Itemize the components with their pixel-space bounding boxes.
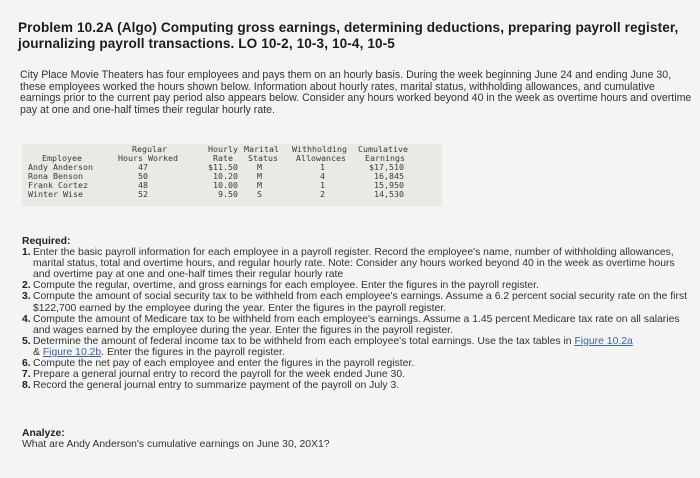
table-cell-earnings: 14,530	[374, 189, 404, 199]
table-cell-earnings: 16,845	[374, 171, 404, 181]
item-text: Compute the amount of social security tax to be withheld from each employee's earnings. Assume a 6.2 percent social security rate on the first $122,700 earned by the employee during the year. Enter the figures in the payroll register.	[33, 291, 688, 314]
col-header-earnings: Earnings	[365, 153, 405, 163]
table-cell-rate: 9.50	[218, 189, 238, 199]
table-cell-earnings: 15,950	[374, 180, 404, 190]
item-number: 4.	[22, 313, 31, 325]
col-header-rate-line1: Hourly	[208, 144, 238, 154]
item-text: Record the general journal entry to summarize payment of the payroll on July 3.	[33, 380, 400, 392]
col-header-rate: Rate	[213, 153, 233, 163]
problem-title: Problem 10.2A (Algo) Computing gross earnings, determining deductions, preparing payroll register, journalizing payroll transactions. LO 10-2, 10-3, 10-4, 10-5	[18, 20, 679, 51]
item-number: 2.	[22, 280, 31, 292]
col-header-hours-line1: Regular	[132, 144, 167, 154]
item-text: Enter the basic payroll information for each employee in a payroll register. Record the employee's name, number of withholding allowances, marital status, total and overtime hours, and regular hourly rate. Note: Consider any hours worked beyond 40 in the week as overtime hours and overtime pay at one and one-half times their regular hourly rate	[33, 247, 675, 281]
col-header-allowances-line1: Withholding	[292, 144, 347, 154]
analyze-heading: Analyze:	[22, 428, 65, 439]
table-cell-employee: Winter Wise	[28, 189, 83, 199]
item-number: 6.	[22, 358, 31, 370]
col-header-earnings-line1: Cumulative	[358, 144, 408, 154]
table-cell-hours: 47	[138, 162, 148, 172]
col-header-allowances: Allowances	[296, 153, 346, 163]
table-cell-allowances: 1	[320, 180, 325, 190]
table-cell-earnings: $17,510	[369, 162, 404, 172]
table-cell-hours: 52	[138, 189, 148, 199]
problem-intro: City Place Movie Theaters has four employees and pays them on an hourly basis. During the week beginning June 24 and ending June 30, these employees worked the hours shown below. Information about hourly rates, marital status, withholding allowances, and cumulative earnings prior to the current pay period also appears below. Consider any hours worked beyond 40 in the week as overtime hours and overtime pay at one and one-half times their regular hourly rate.	[20, 69, 692, 116]
item-5-text-after: . Enter the figures in the payroll register.	[101, 346, 285, 358]
table-cell-status: M	[257, 162, 262, 172]
table-cell-rate: 10.20	[213, 171, 238, 181]
analyze-question: What are Andy Anderson's cumulative earnings on June 30, 20X1?	[22, 439, 330, 451]
analyze-section	[22, 428, 692, 450]
table-cell-hours: 50	[138, 171, 148, 181]
item-number: 7.	[22, 369, 31, 381]
table-cell-status: M	[257, 180, 262, 190]
item-number: 1.	[22, 247, 31, 259]
col-header-hours: Hours Worked	[118, 153, 178, 163]
list-item	[22, 291, 692, 313]
figure-10-2a-link[interactable]: Figure 10.2a	[574, 335, 633, 347]
table-cell-employee: Andy Anderson	[28, 162, 93, 172]
table-cell-hours: 48	[138, 180, 148, 190]
required-heading: Required:	[22, 236, 71, 247]
table-cell-allowances: 4	[320, 171, 325, 181]
list-item	[22, 247, 692, 280]
table-cell-employee: Rona Benson	[28, 171, 83, 181]
table-cell-employee: Frank Cortez	[28, 180, 88, 190]
ampersand: &	[33, 346, 40, 358]
list-item	[22, 280, 692, 291]
item-number: 5.	[22, 335, 31, 347]
table-cell-status: M	[257, 171, 262, 181]
item-text: Compute the net pay of each employee and enter the figures in the payroll register.	[33, 358, 415, 370]
list-item	[22, 380, 692, 391]
list-item	[22, 369, 692, 380]
item-number: 8.	[22, 380, 31, 392]
table-cell-status: S	[257, 189, 262, 199]
item-5-text: Determine the amount of federal income tax to be withheld from each employee's total earnings. Use the tax tables in	[33, 335, 572, 347]
table-cell-allowances: 2	[320, 189, 325, 199]
table-cell-rate: 10.00	[213, 180, 238, 190]
list-item	[22, 314, 692, 336]
item-text	[33, 336, 692, 358]
col-header-status: Status	[248, 153, 278, 163]
item-text: Compute the amount of Medicare tax to be withheld from each employee's earnings. Assume a 1.45 percent Medicare tax rate on all salaries and wages earned by the employee during the year. Enter the figures in the payroll register.	[33, 313, 680, 336]
col-header-status-line1: Marital	[244, 144, 279, 154]
employee-data-table	[22, 144, 442, 206]
item-text: Prepare a general journal entry to record the payroll for the week ended June 30.	[33, 369, 405, 381]
table-cell-rate: $11.50	[208, 162, 238, 172]
list-item	[22, 336, 692, 358]
item-number: 3.	[22, 291, 31, 303]
col-header-employee: Employee	[42, 153, 82, 163]
list-item	[22, 358, 692, 369]
table-cell-allowances: 1	[320, 162, 325, 172]
item-text: Compute the regular, overtime, and gross earnings for each employee. Enter the figures in the payroll register.	[33, 280, 539, 292]
required-section	[22, 236, 692, 391]
figure-10-2b-link[interactable]: Figure 10.2b	[42, 346, 102, 358]
